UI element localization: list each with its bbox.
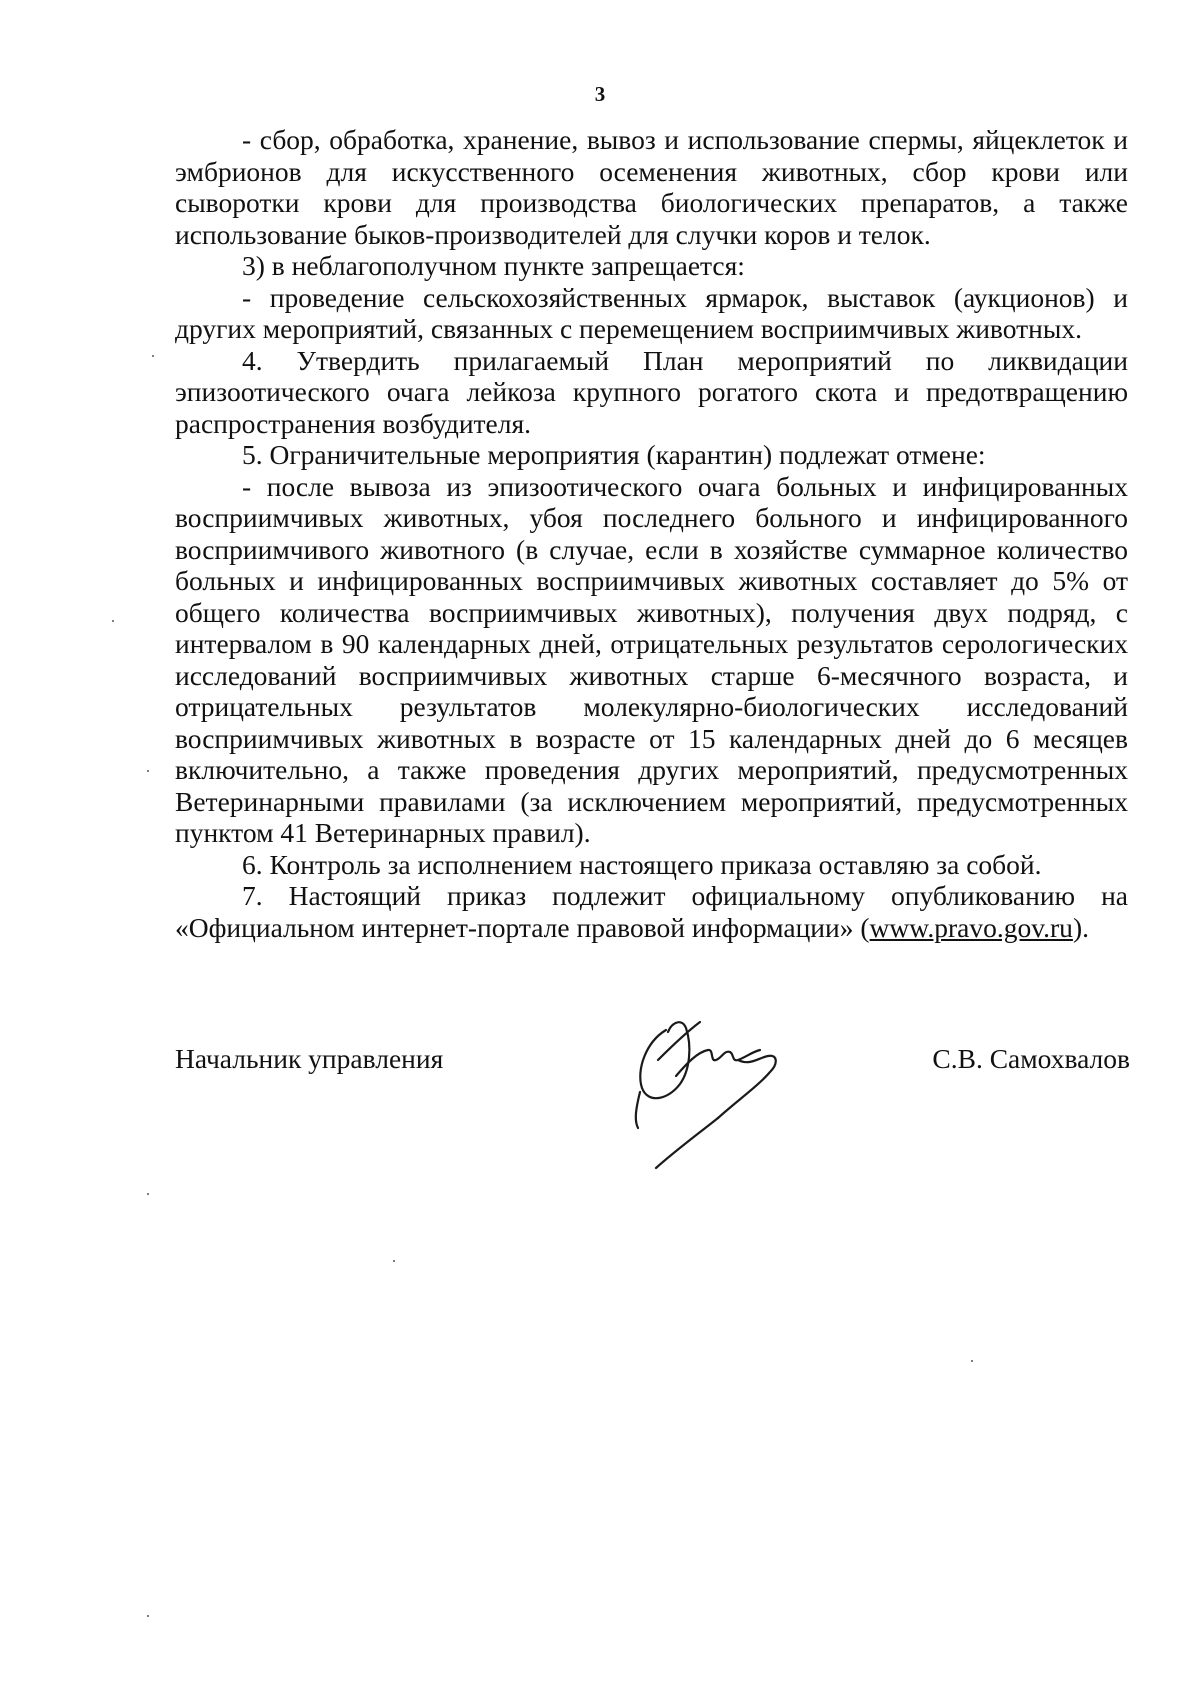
page-number: 3 (594, 82, 606, 106)
publication-text: 7. Настоящий приказ подлежит официальному опубликованию на «Официальном интернет-портале правовой информации» ( (175, 880, 1128, 943)
document-body (175, 124, 1128, 943)
scan-speck (147, 1615, 149, 1617)
scan-speck (393, 1260, 395, 1262)
scan-speck (971, 1360, 973, 1362)
pravo-link[interactable]: www.pravo.gov.ru (869, 911, 1073, 943)
scan-speck (152, 355, 154, 357)
paragraph: 4. Утвердить прилагаемый План мероприятий по ликвидации эпизоотического очага лейкоза крупного рогатого скота и предотвращению распространения возбудителя. (175, 344, 1128, 439)
paragraph: - сбор, обработка, хранение, вывоз и использование спермы, яйцеклеток и эмбрионов для искусственного осеменения животных, сбор крови или сыворотки крови для производства биологических препаратов, а также использование быков-производителей для случки коров и телок. (175, 124, 1128, 250)
scan-speck (112, 620, 114, 622)
paragraph: - проведение сельскохозяйственных ярмарок, выставок (аукционов) и других мероприятий, связанных с перемещением восприимчивых животных. (175, 281, 1128, 344)
signatory-name: С.В. Самохвалов (932, 1043, 1130, 1074)
paragraph-publication (175, 880, 1128, 943)
paragraph: 5. Ограничительные мероприятия (карантин) подлежат отмене: (242, 439, 986, 470)
paragraph: 6. Контроль за исполнением настоящего приказа оставляю за собой. (242, 848, 1042, 880)
handwritten-signature (628, 1000, 818, 1170)
publication-text-end: ). (1072, 911, 1089, 943)
paragraph: - после вывоза из эпизоотического очага больных и инфицированных восприимчивых животных, убоя последнего больного и инфицированного восприимчивого животного (в случае, если в хозяйстве суммарное количество больных и инфицированных восприимчивых животных составляет до 5% от общего количества восприимчивых животных), получения двух подряд, с интервалом в 90 календарных дней, отрицательных результатов серологических исследований восприимчивых животных старше 6-месячного возраста, и отрицательных результатов молекулярно-биологических исследований восприимчивых животных в возрасте от 15 календарных дней до 6 месяцев включительно, а также проведения других мероприятий, предусмотренных Ветеринарными правилами (за исключением мероприятий, предусмотренных пунктом 41 Ветеринарных правил). (175, 470, 1128, 848)
scan-speck (147, 1193, 149, 1195)
paragraph: 3) в неблагополучном пункте запрещается: (242, 250, 745, 281)
signatory-title: Начальник управления (175, 1043, 444, 1074)
scan-speck (147, 770, 149, 772)
